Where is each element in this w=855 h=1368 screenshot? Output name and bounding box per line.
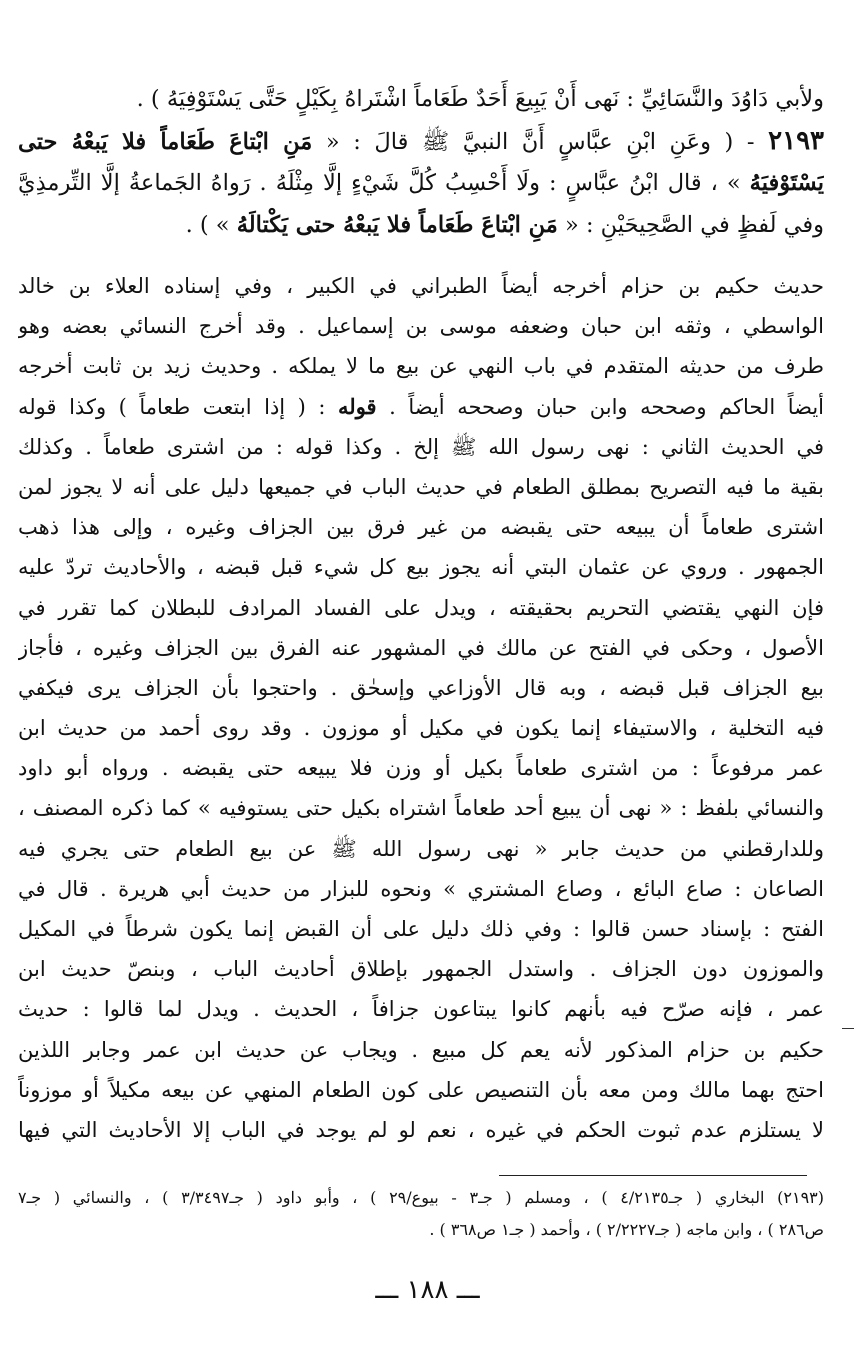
commentary-line: والنسائي بلفظ : « نهى أن يبيع أحد طعاماً اشتراه بكيل حتى يستوفيه » كما ذكره المصنف ، xyxy=(18,796,824,821)
hadith-text: » ، قال ابْنُ عبَّاسٍ : ولَا أَحْسِبُ كُلَّ شَيْءٍ إلَّا مِثْلَهُ . رَواهُ الجَماعةُ إلَّا التِّرمذِيَّ xyxy=(18,170,750,196)
commentary-line: طرف من حديثه المتقدم في باب النهي عن بيع ما لا يملكه . وحديث زيد بن ثابت أخرجه xyxy=(18,354,824,379)
hadith-matn: مَنِ ابْتاعَ طَعَاماً فلا يَبعْهُ حتى يَكْتالَهُ xyxy=(236,212,558,238)
hadith-text: - ( وعَنِ ابْنِ عبَّاسٍ أَنَّ النبيَّ ﷺ قالَ : « xyxy=(312,129,769,155)
hadith-line: ولأبي دَاوُدَ والنَّسَائِيِّ : نَهى أَنْ يَبِيعَ أَحَدٌ طَعَاماً اشْتَراهُ بِكَيْلٍ حَتَّى يَسْتَوْفِيَهُ ) . xyxy=(136,86,824,112)
commentary-line: احتج بهما مالك ومن معه بأن التنصيص على كون الطعام المنهي عن بيعه مكيلاً أو موزوناً xyxy=(18,1077,824,1102)
hadith-line xyxy=(18,162,824,204)
commentary-line: عمر ، فإنه صرّح فيه بأنهم كانوا يبتاعون جزافاً ، الحديث . ويدل لما قالوا : حديث xyxy=(18,997,824,1022)
footnote-separator xyxy=(499,1175,807,1176)
footnote-line: (٢١٩٣) البخاري ( جـ٤/٢١٣٥ ) ، ومسلم ( جـ٣ - بيوع/٢٩ ) ، وأبو داود ( جـ٣/٣٤٩٧ ) ، والنسائي ( جـ٧ xyxy=(18,1188,824,1207)
commentary-line: عمر مرفوعاً : من اشترى طعاماً بكيل أو وزن فلا يبيعه حتى يقبضه . ورواه أبو داود xyxy=(18,756,824,781)
hadith-block xyxy=(18,78,824,246)
hadith-matn: يَسْتَوْفيَهُ xyxy=(749,170,824,196)
commentary-line: الصاعان : صاع البائع ، وصاع المشتري » ونحوه للبزار من حديث أبي هريرة . قال في xyxy=(18,876,824,901)
commentary-line: الأصول ، وحكى في الفتح عن مالك في المشهور عنه الفرق بين الجزاف وغيره ، فأجاز xyxy=(18,635,824,660)
commentary-line: اشترى طعاماً أن يبيعه حتى يقبضه من غير فرق بين الجزاف وغيره ، وإلى هذا ذهب xyxy=(18,515,824,540)
commentary-line: في الحديث الثاني : نهى رسول الله ﷺ إلخ . وكذا قوله : من اشترى طعاماً . وكذلك xyxy=(18,434,824,459)
hadith-line xyxy=(18,204,824,246)
page-body xyxy=(18,78,824,1150)
commentary-line: بيع الجزاف قبل قبضه ، وبه قال الأوزاعي وإسحٰق . واحتجوا بأن الجزاف يرى فيكفي xyxy=(18,675,824,700)
commentary-text: أيضاً الحاكم وصححه وابن حبان وصححه أيضاً . xyxy=(376,394,824,419)
commentary-line: فإن النهي يقتضي التحريم بحقيقته ، ويدل على الفساد المرادف للبطلان كما تقرر في xyxy=(18,595,824,620)
commentary-line: وللدارقطني من حديث جابر « نهى رسول الله ﷺ عن بيع الطعام حتى يجري فيه xyxy=(18,836,824,861)
commentary-line: حديث حكيم بن حزام أخرجه أيضاً الطبراني في الكبير ، وفي إسناده العلاء بن خالد xyxy=(18,274,824,298)
commentary-line: لا يستلزم عدم ثبوت الحكم في غيره ، نعم لو لم يوجد في الباب إلا الأحاديث التي فيها xyxy=(18,1117,824,1142)
page-number: ـــ ١٨٨ ـــ xyxy=(375,1275,480,1305)
footnotes xyxy=(18,1182,824,1246)
commentary-line: حكيم بن حزام المذكور لأنه يعم كل مبيع . ويجاب عن حديث ابن عمر وجابر اللذين xyxy=(18,1037,824,1062)
commentary-line: فيه التخلية ، والاستيفاء إنما يكون في مكيل أو موزون . وقد روى أحمد من حديث ابن xyxy=(18,716,824,741)
qawluhu-label: قوله xyxy=(338,393,377,419)
commentary-block xyxy=(18,266,824,1150)
commentary-text: : ( إذا ابتعت طعاماً ) وكذا قوله xyxy=(18,394,339,419)
hadith-number: ٢١٩٣ xyxy=(768,126,824,156)
hadith-text: » ) . xyxy=(185,212,237,238)
footnote-line: ص٢٨٦ ) ، وابن ماجه ( جـ٢/٢٢٢٧ ) ، وأحمد ( جـ١ ص٣٦٨ ) . xyxy=(429,1220,824,1239)
hadith-matn: مَنِ ابْتاعَ طَعَاماً فلا يَبعْهُ حتى xyxy=(18,129,313,155)
hadith-line xyxy=(18,120,824,162)
hadith-text: وفي لَفظٍ في الصَّحِيحَيْنِ : « xyxy=(557,212,824,238)
commentary-line: بقية ما فيه التصريح بمطلق الطعام في حديث الباب في جميعها دليل على أنه لا يجوز لمن xyxy=(18,474,824,499)
commentary-line: الفتح : بإسناد حسن قالوا : وفي ذلك دليل على أن القبض إنما يكون شرطاً في المكيل xyxy=(18,917,824,941)
commentary-line: والموزون دون الجزاف . واستدل الجمهور بإطلاق أحاديث الباب ، وبنصّ حديث ابن xyxy=(18,957,824,982)
commentary-line: الجمهور . وروي عن عثمان البتي أنه يجوز بيع كل شيء قبل قبضه ، والأحاديث تردّ عليه xyxy=(18,555,824,580)
commentary-line: الواسطي ، وثقه ابن حبان وضعفه موسى بن إسماعيل . وقد أخرج النسائي بعضه وهو xyxy=(18,314,824,339)
commentary-line xyxy=(18,387,824,427)
margin-mark xyxy=(842,1028,854,1029)
